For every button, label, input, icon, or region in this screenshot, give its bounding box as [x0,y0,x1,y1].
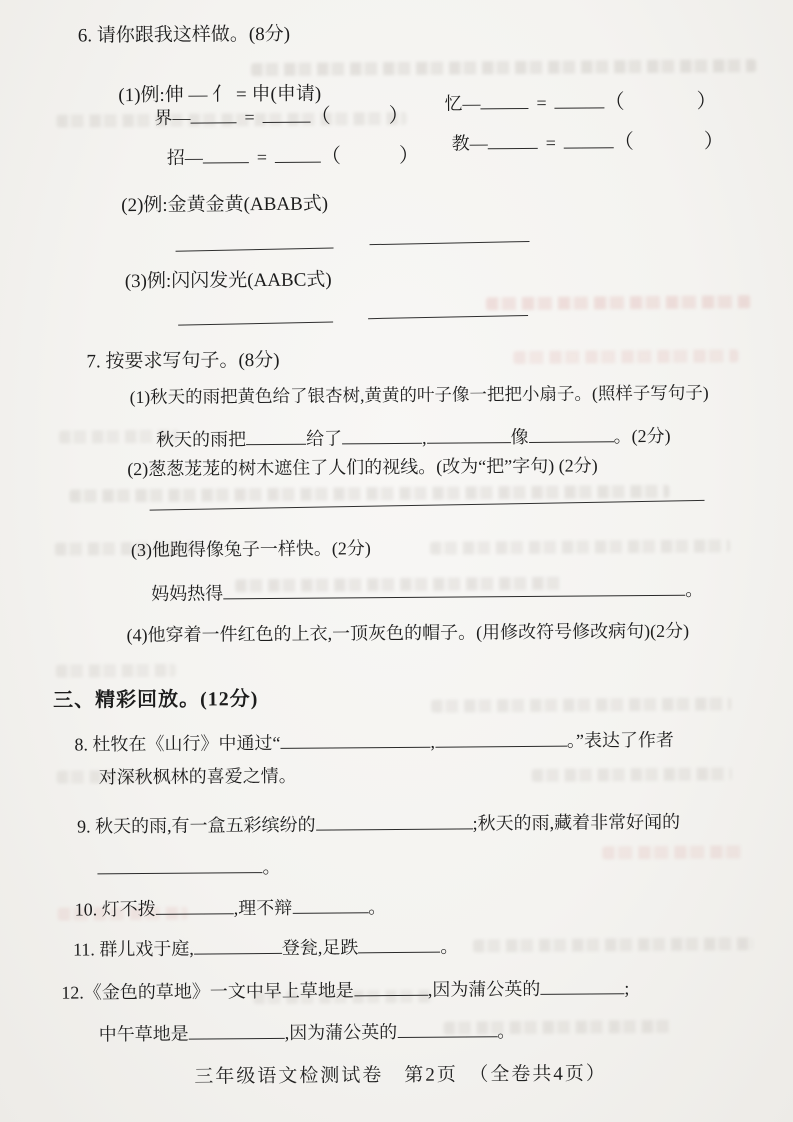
answer-blank [488,129,538,149]
answer-blank [397,1017,497,1038]
row-head: 界— [154,107,191,128]
answer-line [368,315,528,319]
paren-close: ） [388,104,409,127]
answer-blank [223,576,685,600]
question-7-3-fill [151,576,703,606]
question-8-line-2 [99,765,297,789]
answer-line [178,322,333,326]
paren-close: ） [398,144,420,167]
question-10 [75,893,387,921]
answer-blank [280,728,430,749]
ink-bleed-artifact [473,937,753,952]
equals-sign: = [256,146,268,167]
row-head: 教— [451,133,488,154]
question-12-text: 。 [497,1020,516,1042]
question-11-text: 。 [440,936,459,957]
ink-bleed-artifact [430,539,730,554]
ink-bleed-artifact [486,295,751,310]
char-subtraction-row-jie [154,102,408,131]
row-head: 招— [166,147,203,168]
question-11-text: 11. 群儿戏于庭, [72,938,194,960]
answer-blank [275,143,321,163]
fill-text: 像 [510,426,529,447]
answer-blank [480,89,528,109]
question-6-title [78,23,290,48]
paren-open: （ [310,105,331,128]
ink-bleed-artifact [431,697,731,712]
ink-bleed-artifact [513,349,738,364]
section-3-title [53,687,259,714]
question-10-text: ,理不辩 [233,897,293,919]
question-7-title-text: 7. 按要求写句子。(8分) [86,349,280,373]
question-6-title-text: 6. 请你跟我这样做。(8分) [77,23,291,47]
question-12-text: ; [624,978,630,999]
answer-blank [564,128,614,148]
fill-text: , [421,427,427,448]
answer-blank [315,809,472,830]
question-9-text: 9. 秋天的雨,有一盒五彩缤纷的 [76,814,316,837]
paren-gap [634,147,704,148]
question-7-4-text: (4)他穿着一件红色的上衣,一顶灰色的帽子。(用修改符号修改病句)(2分) [126,620,690,646]
answer-blank [156,894,234,915]
equals-sign: = [244,106,255,128]
question-6-2-example-text: (2)例:金黄金黄(ABAB式) [121,193,329,217]
question-12-line-1 [61,974,629,1004]
answer-blank [189,1019,285,1040]
answer-blank [190,103,236,123]
question-8-text: , [430,731,435,752]
answer-blank [435,727,567,748]
page-footer-text: 三年级语文检测试卷 第2页 （全卷共4页） [194,1063,607,1088]
fill-text: 给了 [305,428,343,449]
question-10-text: 。 [368,896,387,918]
fill-text: 。 [685,579,704,600]
question-7-1 [130,383,709,409]
question-12-text: ,因为蒲公英的 [284,1021,398,1043]
question-9-text: ;秋天的雨,藏着非常好闻的 [472,811,681,834]
fill-text: 秋天的雨把 [155,429,247,450]
question-7-3 [131,537,371,561]
ink-bleed-artifact [532,767,732,782]
page-footer [4,1061,793,1091]
question-10-text: 10. 灯不拨 [74,898,156,920]
ink-bleed-artifact [56,664,176,678]
question-11-text: 登瓮,足跌 [281,937,359,958]
paren-close: ） [696,90,717,113]
answer-blank [203,143,249,163]
equals-sign: = [536,92,547,113]
question-7-2 [127,454,598,480]
answer-blank [426,423,510,444]
answer-blank [540,974,624,995]
question-8-line-1 [74,726,674,756]
question-6-3-example-text: (3)例:闪闪发光(AABC式) [124,269,332,293]
answer-line [150,500,705,511]
ink-bleed-artifact [251,59,756,76]
answer-blank [342,424,422,445]
char-subtraction-row-yi [444,87,716,116]
answer-blank [358,933,440,954]
answer-line [370,241,530,245]
question-8-text: 。”表达了作者 [566,729,674,751]
question-7-3-text: (3)他跑得像兔子一样快。(2分) [130,538,371,561]
question-6-3-example [125,269,332,294]
answer-blank [263,103,311,123]
answer-blank [194,934,282,955]
question-11 [73,933,459,961]
question-8-text: 8. 杜牧在《山行》中通过“ [74,732,281,755]
paren-open: （ [320,145,342,168]
equals-sign: = [545,132,556,153]
question-12-text: ,因为蒲公英的 [427,978,541,1000]
ink-bleed-artifact [69,485,669,503]
question-7-2-text: (2)葱葱茏茏的树木遮住了人们的视线。(改为“把”字句) (2分) [127,455,598,480]
answer-blank [97,853,262,874]
question-12-line-2 [99,1017,516,1046]
row-head: 忆— [444,93,481,114]
question-9-line-1 [77,808,680,838]
paren-open: （ [604,91,625,114]
question-9-text: 。 [262,856,281,877]
answer-blank [354,976,428,996]
char-subtraction-row-jiao [452,127,724,156]
question-7-1-text: (1)秋天的雨把黄色给了银杏树,黄黄的叶子像一把把小扇子。(照样子写句子) [129,382,709,408]
answer-blank [554,88,604,108]
char-subtraction-row-zhao [167,142,419,171]
fill-text: 。(2分) [613,425,671,447]
question-7-4 [126,620,689,647]
answer-blank [528,422,613,443]
paren-open: （ [613,131,634,154]
question-7-1-fill [156,422,671,451]
ink-bleed-artifact [602,845,742,859]
question-9-line-2 [97,853,280,880]
paren-gap [625,108,697,109]
paren-close: ） [703,130,724,153]
answer-blank [246,425,306,445]
question-8-text: 对深秋枫林的喜爱之情。 [98,765,297,788]
answer-blank [292,893,368,913]
question-6-1-example-text: (1)例:伸 — 亻 = 申(申请) [118,83,322,107]
question-7-title [86,349,279,374]
question-6-2-example [121,193,328,218]
answer-line [176,248,334,252]
fill-text: 妈妈热得 [151,583,224,604]
question-12-text: 中午草地是 [98,1023,189,1045]
section-3-title-text: 三、精彩回放。(12分) [53,688,259,712]
question-12-text: 12.《金色的草地》一文中早上草地是 [61,980,354,1003]
